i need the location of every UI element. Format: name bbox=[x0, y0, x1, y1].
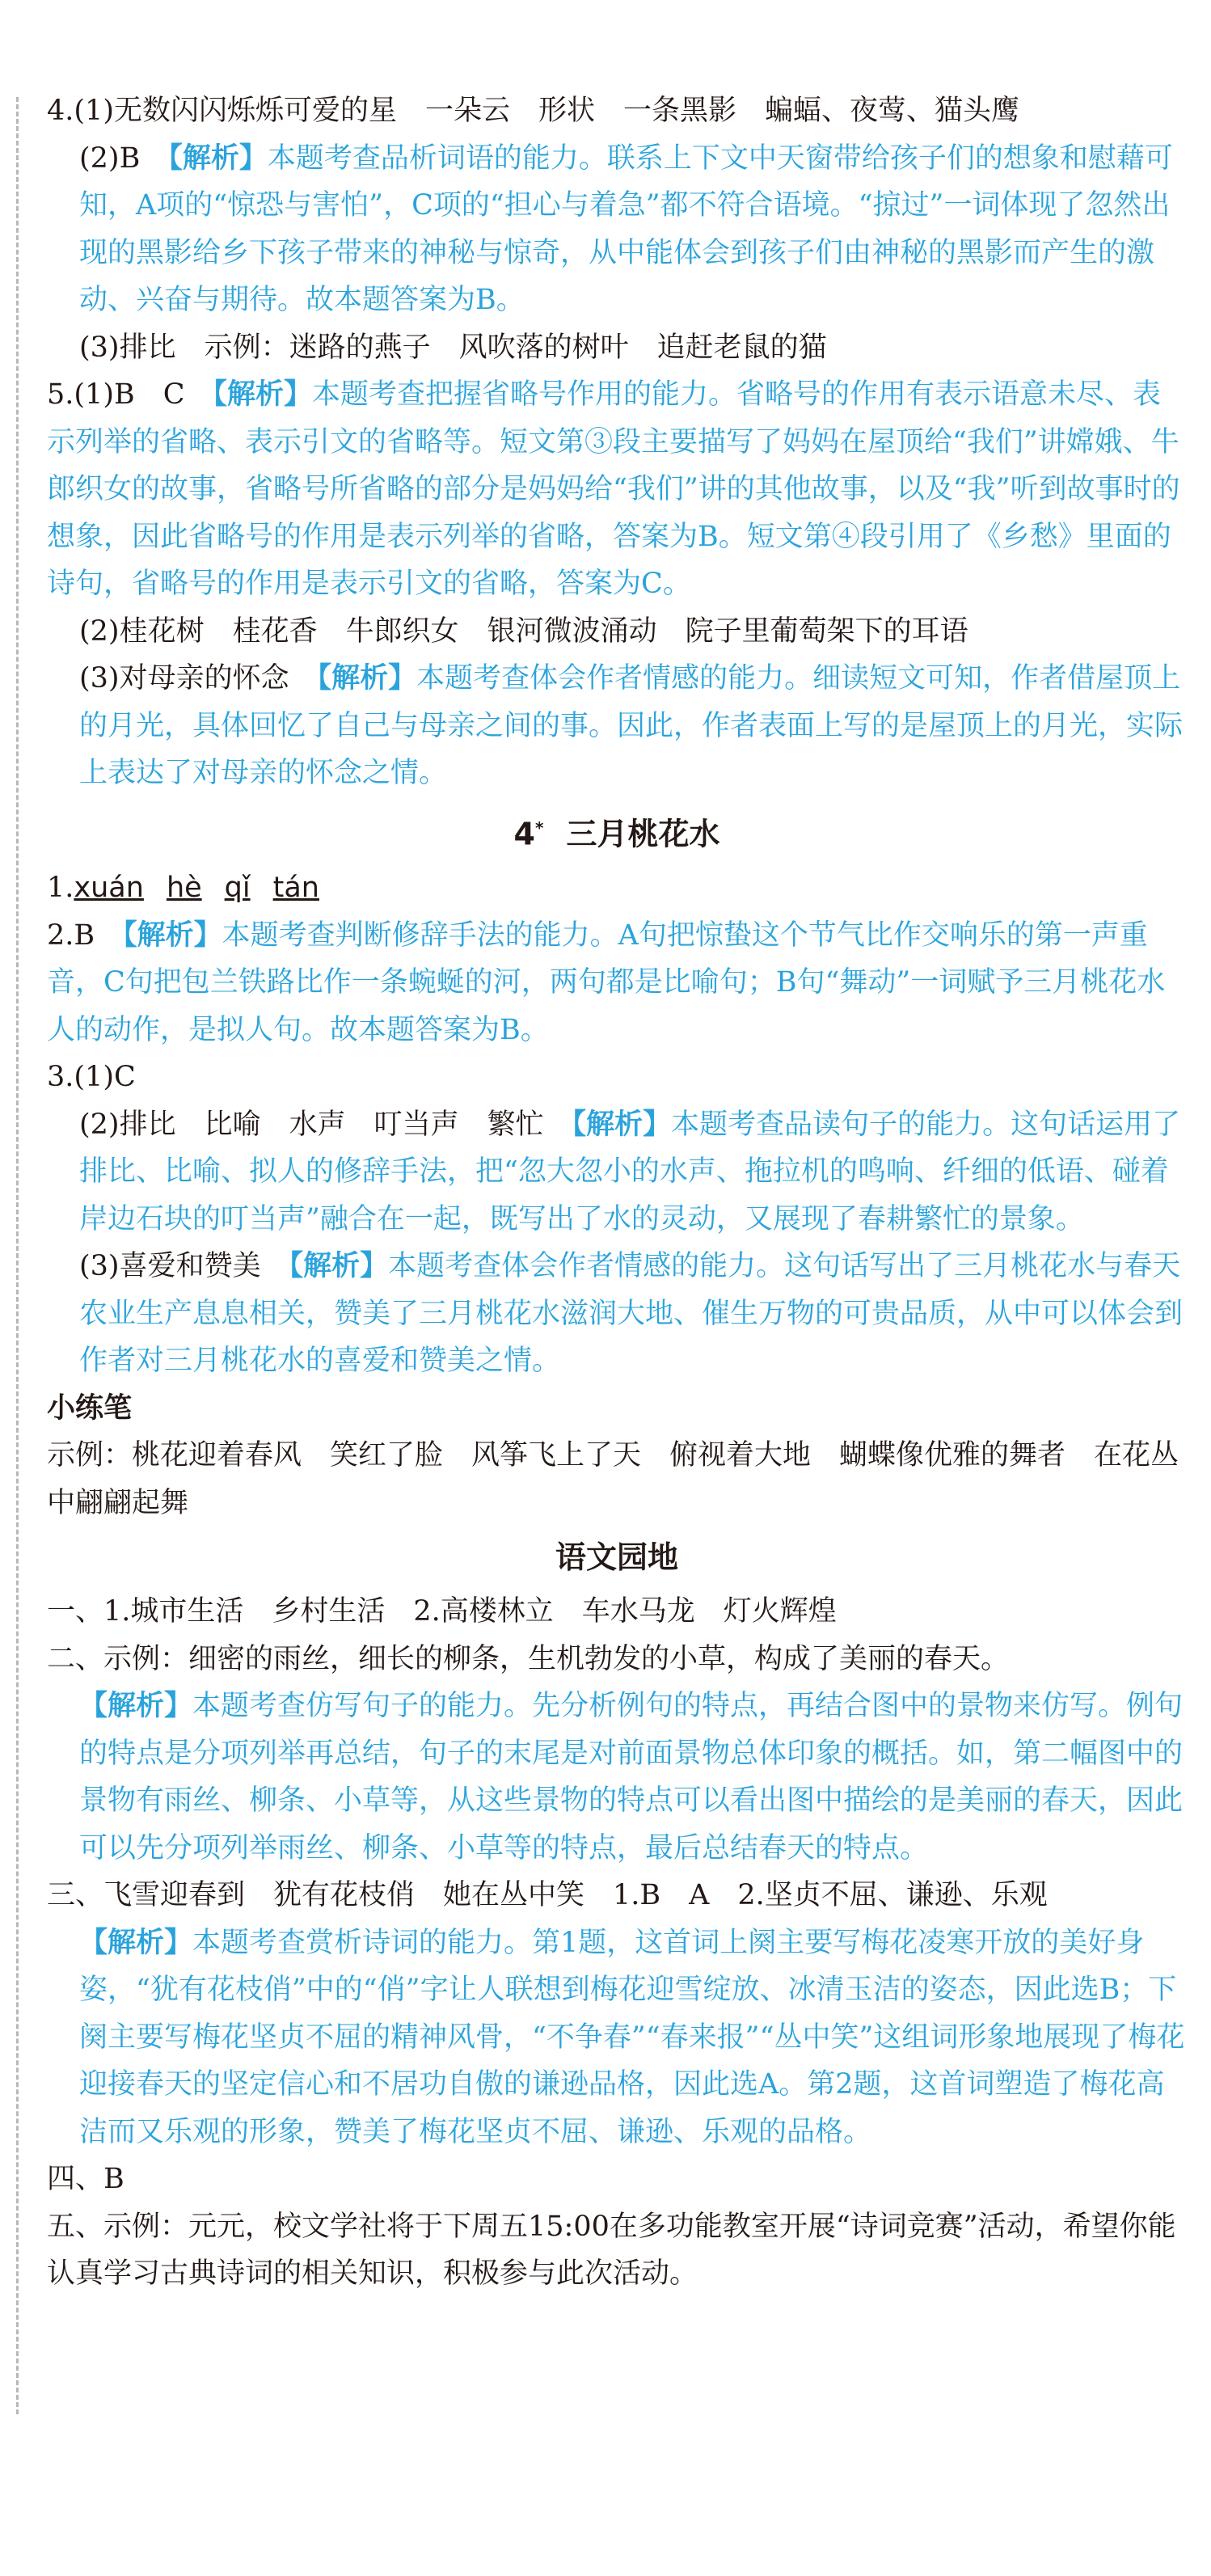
practice-body: 示例：桃花迎着春风 笑红了脸 风筝飞上了天 俯视着大地 蝴蝶像优雅的舞者 在花丛中翩翩起舞 bbox=[47, 1439, 1179, 1519]
analysis-text: 本题考查判断修辞手法的能力。A句把惊蛰这个节气比作交响乐的第一声重音，C句把包兰铁路比作一条蜿蜒的河，两句都是比喻句；B句“舞动”一词赋予三月桃花水人的动作，是拟人句。故本题答案为B。 bbox=[47, 918, 1166, 1046]
q4-answer-3: (3)排比 示例：迷路的燕子 风吹落的树叶 追赶老鼠的猫 bbox=[79, 331, 827, 364]
practice-title: 小练笔 bbox=[47, 1391, 133, 1425]
analysis-text: 本题考查体会作者情感的能力。细读短文可知，作者借屋顶上的月光，具体回忆了自己与母亲之间的事。因此，作者表面上写的是屋顶上的月光，实际上表达了对母亲的怀念之情。 bbox=[79, 662, 1184, 789]
pinyin-3: qǐ bbox=[224, 872, 251, 905]
q5-answer-1-head: 5.(1)B C bbox=[47, 378, 213, 411]
garden-s5: 五、示例：元元，校文学社将于下周五15:00在多功能教室开展“诗词竞赛”活动，希望你能认真学习古典诗词的相关知识，积极参与此次活动。 bbox=[47, 2210, 1176, 2291]
lesson-name: 三月桃花水 bbox=[566, 816, 720, 852]
q5-answer-1 bbox=[47, 371, 1187, 608]
garden-s2: 二、示例：细密的雨丝，细长的柳条，生机勃发的小草，构成了美丽的春天。 bbox=[47, 1642, 1010, 1675]
l4-q2-head: 2.B bbox=[47, 918, 124, 952]
analysis-tag: 【解析】 bbox=[572, 1107, 672, 1141]
l4-q3-3 bbox=[47, 1243, 1187, 1385]
analysis-text: 本题考查品读句子的能力。这句话运用了排比、比喻、拟人的修辞手法，把“忽大忽小的水声、拖拉机的鸣响、纤细的低语、碰着岸边石块的叮当声”融合在一起，既写出了水的灵动，又展现了春耕繁忙的景象。 bbox=[79, 1108, 1181, 1235]
l4-q3-1: 3.(1)C bbox=[47, 1061, 136, 1094]
l4-q3-2 bbox=[47, 1101, 1187, 1244]
garden-s3-analysis bbox=[47, 1919, 1187, 2156]
q4-answer-2-head: (2)B bbox=[79, 141, 169, 175]
binding-margin-rule bbox=[16, 97, 19, 2414]
l4-q3-2-head: (2)排比 比喻 水声 叮当声 繁忙 bbox=[79, 1108, 572, 1141]
garden-s1: 一、1.城市生活 乡村生活 2.高楼林立 车水马龙 灯火辉煌 bbox=[47, 1595, 837, 1628]
l4-q1 bbox=[47, 864, 1187, 912]
analysis-text: 本题考查仿写句子的能力。先分析例句的特点，再结合图中的景物来仿写。例句的特点是分项列举再总结，句子的末尾是对前面景物总体印象的概括。如，第二幅图中的景物有雨丝、柳条、小草等，从这些景物的特点可以看出图中描绘的是美丽的春天，因此可以先分项列举雨丝、柳条、小草等的特点，最后总结春天的特点。 bbox=[79, 1690, 1184, 1864]
analysis-text: 本题考查品析词语的能力。联系上下文中天窗带给孩子们的想象和慰藉可知，A项的“惊恐与害怕”，C项的“担心与着急”都不符合语境。“掠过”一词体现了忽然出现的黑影给乡下孩子带来的神秘与惊奇，从中能体会到孩子们由神秘的黑影而产生的激动、兴奋与期待。故本题答案为B。 bbox=[79, 141, 1173, 316]
garden-s2-analysis bbox=[47, 1683, 1187, 1872]
q5-answer-2: (2)桂花树 桂花香 牛郎织女 银河微波涌动 院子里葡萄架下的耳语 bbox=[79, 614, 968, 648]
l4-q2 bbox=[47, 912, 1187, 1054]
garden-s3: 三、飞雪迎春到 犹有花枝俏 她在丛中笑 1.B A 2.坚贞不屈、谦逊、乐观 bbox=[47, 1879, 1048, 1912]
q4-answer-1: 4.(1)无数闪闪烁烁可爱的星 一朵云 形状 一条黑影 蝙蝠、夜莺、猫头鹰 bbox=[47, 95, 1019, 127]
garden-s4: 四、B bbox=[47, 2163, 124, 2196]
lesson-star: * bbox=[534, 817, 544, 838]
analysis-tag: 【解析】 bbox=[213, 378, 312, 411]
pinyin-4: tán bbox=[272, 872, 319, 905]
analysis-text: 本题考查赏析诗词的能力。第1题，这首词上阕主要写梅花凌寒开放的美好身姿，“犹有花枝俏”中的“俏”字让人联想到梅花迎雪绽放、冰清玉洁的姿态，因此选B；下阕主要写梅花坚贞不屈的精神风骨，“不争春”“春来报”“丛中笑”这组词形象地展现了梅花迎接春天的坚定信心和不居功自傲的谦逊品格，因此选A。第2题，这首词塑造了梅花高洁而又乐观的形象，赞美了梅花坚贞不屈、谦逊、乐观的品格。 bbox=[79, 1926, 1185, 2148]
analysis-tag: 【解析】 bbox=[79, 1925, 193, 1959]
pinyin-2: hè bbox=[166, 872, 202, 905]
analysis-text: 本题考查把握省略号作用的能力。省略号的作用有表示语意未尽、表示列举的省略、表示引文的省略等。短文第③段主要描写了妈妈在屋顶给“我们”讲嫦娥、牛郎织女的故事，省略号所省略的部分是妈妈给“我们”讲的其他故事，以及“我”听到故事时的想象，因此省略号的作用是表示列举的省略，答案为B。短文第④段引用了《乡愁》里面的诗句，省略号的作用是表示引文的省略，答案为C。 bbox=[47, 378, 1180, 600]
analysis-tag: 【解析】 bbox=[289, 1249, 389, 1283]
q5-answer-3-head: (3)对母亲的怀念 bbox=[79, 662, 318, 695]
analysis-tag: 【解析】 bbox=[317, 661, 417, 695]
analysis-tag: 【解析】 bbox=[79, 1689, 193, 1723]
l4-q1-number: 1. bbox=[47, 872, 74, 905]
q4-answer-2 bbox=[47, 135, 1187, 324]
answer-page bbox=[47, 87, 1187, 2298]
garden-title: 语文园地 bbox=[555, 1539, 678, 1576]
analysis-tag: 【解析】 bbox=[168, 141, 268, 175]
analysis-text: 本题考查体会作者情感的能力。这句话写出了三月桃花水与春天农业生产息息相关，赞美了三月桃花水滋润大地、催生万物的可贵品质，从中可以体会到作者对三月桃花水的喜爱和赞美之情。 bbox=[79, 1250, 1184, 1378]
analysis-tag: 【解析】 bbox=[123, 918, 222, 952]
q5-answer-3 bbox=[47, 655, 1187, 797]
lesson-title bbox=[47, 800, 1187, 862]
pinyin-1: xuán bbox=[74, 872, 144, 905]
l4-q3-3-head: (3)喜爱和赞美 bbox=[79, 1250, 289, 1283]
lesson-number: 4 bbox=[513, 816, 535, 852]
